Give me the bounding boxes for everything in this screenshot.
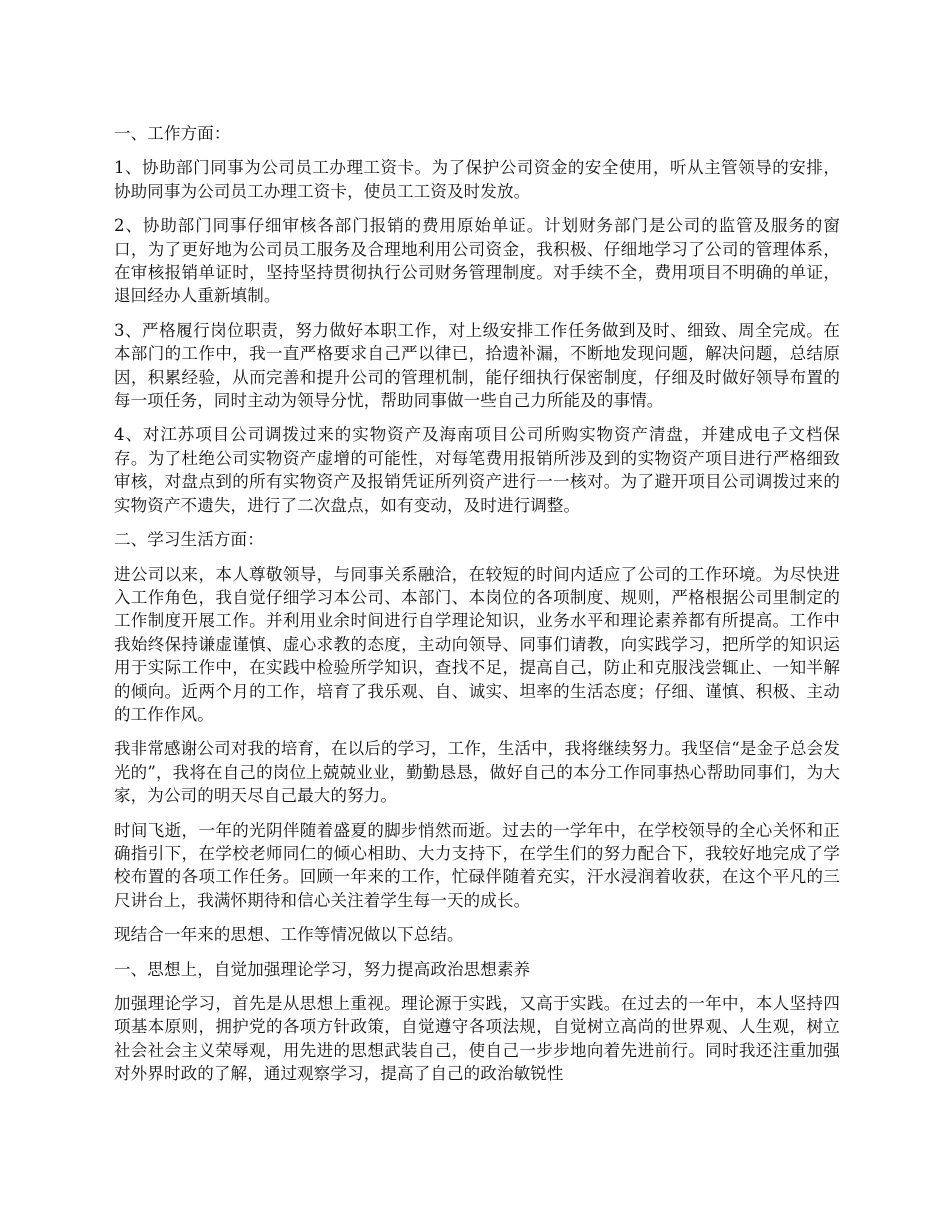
section-heading-thought: 一、思想上，自觉加强理论学习，努力提高政治思想素养 xyxy=(114,959,531,979)
paragraph-3: 3、严格履行岗位职责，努力做好本职工作，对上级安排工作任务做到及时、细致、周全完成。在本部门的工作中，我一直严格要求自己严以律已，拾遗补漏，不断地发现问题，解决问题，总结原因，积累经验，从而完善和提升公司的管理机制，能仔细执行保密制度，仔细及时做好领导布置的每一项任务，同时主动为领导分忧，帮助同事做一些自己力所能及的事情。 xyxy=(114,320,840,411)
paragraph-5: 进公司以来，本人尊敬领导，与同事关系融洽，在较短的时间内适应了公司的工作环境。为尽快进入工作角色，我自觉仔细学习本公司、本部门、本岗位的各项制度、规则，严格根据公司里制定的工作制度开展工作。并利用业余时间进行自学理论知识，业务水平和理论素养都有所提高。工作中我始终保持谦虚谨慎、虚心求教的态度，主动向领导、同事们请教，向实践学习，把所学的知识运用于实际工作中，在实践中检验所学知识，查找不足，提高自己，防止和克服浅尝辄止、一知半解的倾向。近两个月的工作，培育了我乐观、自、诚实、坦率的生活态度；仔细、谨慎、积极、主动的工作作风。 xyxy=(114,564,840,724)
document-body xyxy=(114,122,840,1097)
paragraph-1: 1、协助部门同事为公司员工办理工资卡。为了保护公司资金的安全使用，听从主管领导的安排，协助同事为公司员工办理工资卡，使员工工资及时发放。 xyxy=(114,158,840,201)
paragraph-9: 加强理论学习，首先是从思想上重视。理论源于实践，又高于实践。在过去的一年中，本人坚持四项基本原则，拥护党的各项方针政策，自觉遵守各项法规，自觉树立高尚的世界观、人生观，树立社会社会主义荣辱观，用先进的思想武装自己，使自己一步步地向着先进前行。同时我还注重加强对外界时政的了解，通过观察学习，提高了自己的政治敏锐性 xyxy=(114,994,840,1084)
paragraph-7: 时间飞逝，一年的光阴伴随着盛夏的脚步悄然而逝。过去的一学年中，在学校领导的全心关怀和正确指引下，在学校老师同仁的倾心相助、大力支持下，在学生们的努力配合下，我较好地完成了学校布置的各项工作任务。回顾一年来的工作，忙碌伴随着充实，汗水浸润着收获，在这个平凡的三尺讲台上，我满怀期待和信心关注着学生每一天的成长。 xyxy=(114,820,840,910)
section-heading-work: 一、工作方面： xyxy=(114,124,231,143)
section-heading-study-life: 二、学习生活方面： xyxy=(114,530,264,550)
paragraph-8: 现结合一年来的思想、工作等情况做以下总结。 xyxy=(114,925,464,945)
paragraph-4: 4、对江苏项目公司调拨过来的实物资产及海南项目公司所购实物资产清盘，并建成电子文档保存。为了杜绝公司实物资产虚增的可能性，对每笔费用报销所涉及到的实物资产项目进行严格细致审核，对盘点到的所有实物资产及报销凭证所列资产进行一一核对。为了避开项目公司调拨过来的实物资产不遗失，进行了二次盘点，如有变动，及时进行调整。 xyxy=(114,425,840,515)
paragraph-2: 2、协助部门同事仔细审核各部门报销的费用原始单证。计划财务部门是公司的监管及服务的窗口，为了更好地为公司员工服务及合理地利用公司资金，我积极、仔细地学习了公司的管理体系，在审核报销单证时，坚持坚持贯彻执行公司财务管理制度。对手续不全，费用项目不明确的单证，退回经办人重新填制。 xyxy=(114,216,840,306)
paragraph-6: 我非常感谢公司对我的培育，在以后的学习，工作，生活中，我将继续努力。我坚信“是金子总会发光的”，我将在自己的岗位上兢兢业业，勤勤恳恳，做好自己的本分工作同事热心帮助同事们，为大家，为公司的明天尽自己最大的努力。 xyxy=(114,739,840,806)
